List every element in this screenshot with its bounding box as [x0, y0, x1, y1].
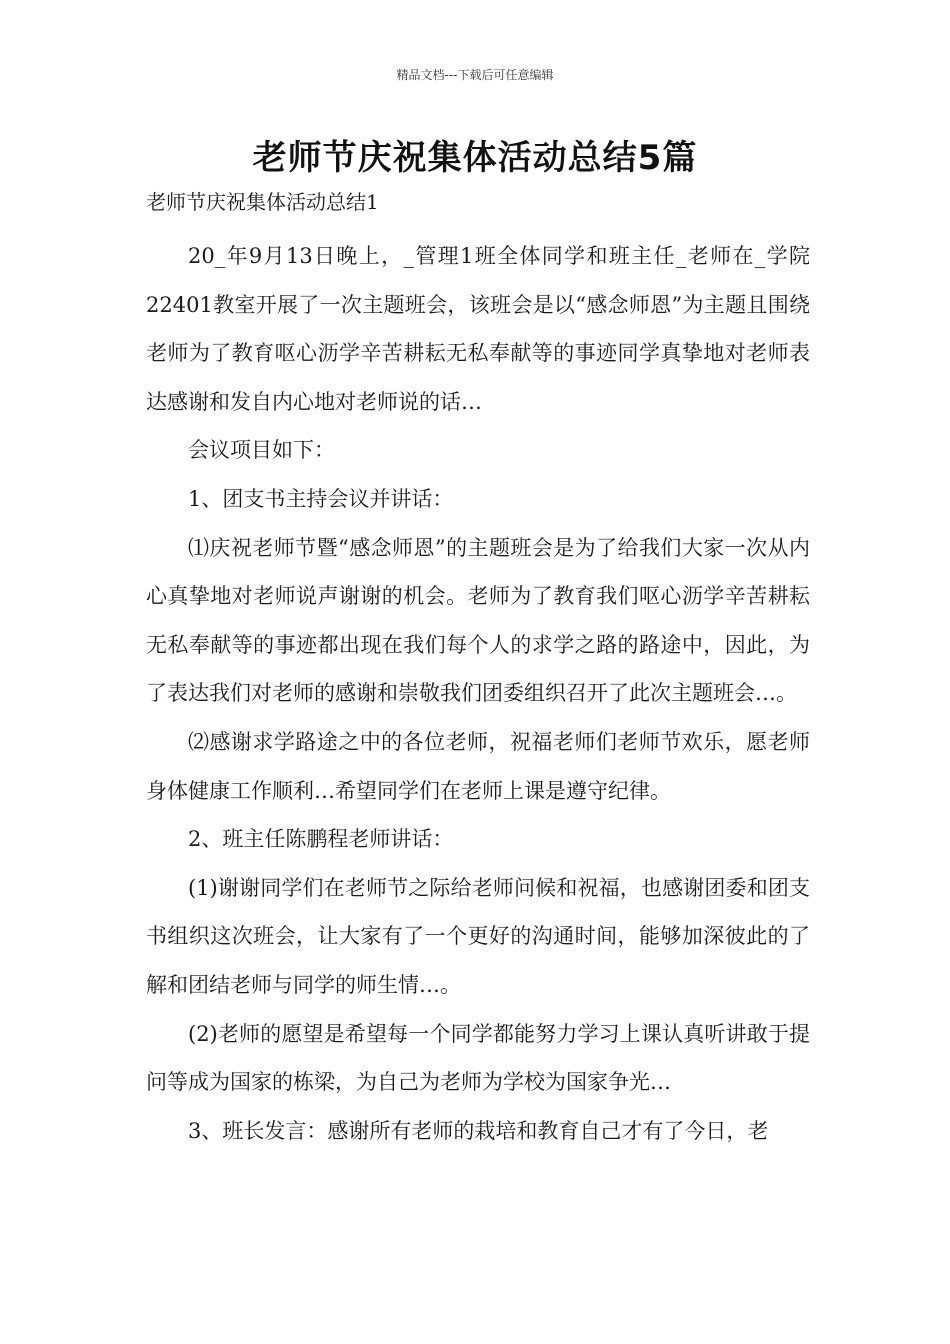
document-title: 老师节庆祝集体活动总结5篇	[252, 138, 698, 178]
document-body	[146, 232, 810, 1155]
section-subtitle: 老师节庆祝集体活动总结1	[146, 190, 379, 214]
page-header: 精品文档---下载后可任意编辑	[396, 68, 554, 82]
paragraph: ⑴庆祝老师节暨“感念师恩”的主题班会是为了给我们大家一次从内心真挚地对老师说声谢谢的机会。老师为了教育我们呕心沥学辛苦耕耘无私奉献等的事迹都出现在我们每个人的求学之路的路途中，因此，为了表达我们对老师的感谢和崇敬我们团委组织召开了此次主题班会…。	[146, 535, 810, 706]
paragraph: 会议项目如下：	[188, 438, 335, 463]
paragraph: (2)老师的愿望是希望每一个同学都能努力学习上课认真听讲敢于提问等成为国家的栋梁，为自己为老师为学校为国家争光…	[146, 1021, 810, 1095]
paragraph: ⑵感谢求学路途之中的各位老师，祝福老师们老师节欢乐，愿老师身体健康工作顺利…希望同学们在老师上课是遵守纪律。	[146, 729, 810, 803]
paragraph: 20_年9月13日晚上，_管理1班全体同学和班主任_老师在_学院22401教室开展了一次主题班会，该班会是以“感念师恩”为主题且围绕老师为了教育呕心沥学辛苦耕耘无私奉献等的事迹同学真挚地对老师表达感谢和发自内心地对老师说的话…	[146, 244, 810, 414]
paragraph: 2、班主任陈鹏程老师讲话：	[188, 827, 454, 852]
paragraph: 3、班长发言：感谢所有老师的栽培和教育自己才有了今日，老	[188, 1118, 769, 1143]
paragraph: 1、团支书主持会议并讲话：	[188, 486, 454, 511]
paragraph: (1)谢谢同学们在老师节之际给老师问候和祝福，也感谢团委和团支书组织这次班会，让大家有了一个更好的沟通时间，能够加深彼此的了解和团结老师与同学的师生情…。	[146, 875, 810, 997]
